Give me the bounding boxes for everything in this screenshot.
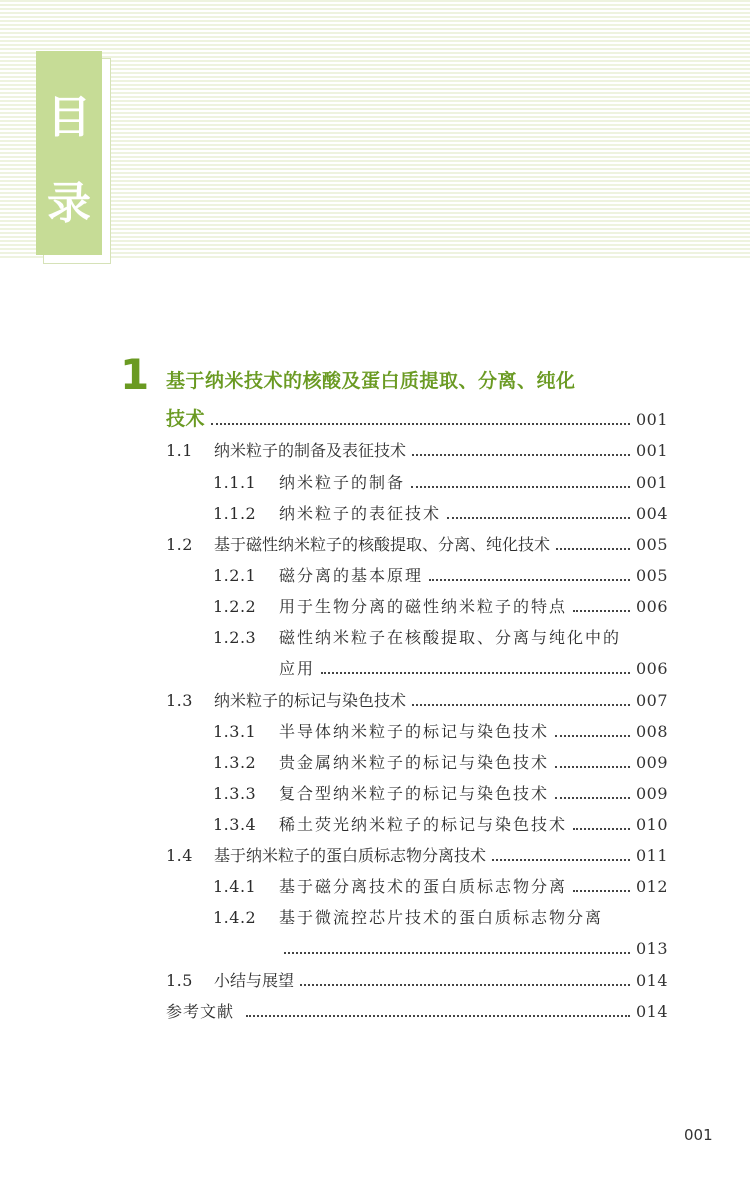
toc-entry-page: 012 xyxy=(635,877,668,896)
section-number: 1.3 xyxy=(166,691,193,710)
toc-entry-1-1[interactable] xyxy=(166,435,668,466)
toc-entry-1-2-1[interactable] xyxy=(213,560,668,591)
toc-entry-1-2-3-line2[interactable] xyxy=(279,653,668,684)
toc-entry-label-continued: 应用 xyxy=(279,659,316,678)
toc-entry-label: 基于磁性纳米粒子的核酸提取、分离、纯化技术 xyxy=(214,535,551,554)
dot-leader xyxy=(321,672,630,674)
toc-entry-label: 贵金属纳米粒子的标记与染色技术 xyxy=(279,753,550,772)
toc-entry-page: 013 xyxy=(635,939,668,958)
toc-entry-label: 稀土荧光纳米粒子的标记与染色技术 xyxy=(279,815,568,834)
dot-leader xyxy=(429,579,630,581)
dot-leader xyxy=(412,454,630,456)
dot-leader xyxy=(573,890,630,892)
toc-entry-label: 基于磁分离技术的蛋白质标志物分离 xyxy=(279,877,568,896)
section-number: 1.3.1 xyxy=(213,722,257,741)
toc-entry-1-3-3[interactable] xyxy=(213,778,668,809)
section-number: 1.4.1 xyxy=(213,877,257,896)
toc-title-char-2: 录 xyxy=(47,178,91,229)
toc-entry-page: 014 xyxy=(635,1002,668,1021)
dot-leader xyxy=(555,797,630,799)
dot-leader xyxy=(492,859,630,861)
toc-entry-page: 006 xyxy=(635,659,668,678)
chapter-title: 基于纳米技术的核酸及蛋白质提取、分离、纯化 xyxy=(166,370,576,392)
toc-entry-page: 001 xyxy=(635,441,668,460)
dot-leader xyxy=(300,984,630,986)
dot-leader xyxy=(573,828,630,830)
toc-entry-label: 半导体纳米粒子的标记与染色技术 xyxy=(279,722,550,741)
section-number: 1.4.2 xyxy=(213,908,257,927)
toc-title-box xyxy=(36,51,102,255)
dot-leader xyxy=(573,610,630,612)
toc-entry-label: 基于微流控芯片技术的蛋白质标志物分离 xyxy=(279,908,604,927)
toc-entry-1-3-2[interactable] xyxy=(213,747,668,778)
toc-entry-1-3-4[interactable] xyxy=(213,809,668,840)
toc-entry-page: 010 xyxy=(635,815,668,834)
toc-entry-page: 007 xyxy=(635,691,668,710)
toc-entry-label: 用于生物分离的磁性纳米粒子的特点 xyxy=(279,597,568,616)
section-number: 1.2.1 xyxy=(213,566,257,585)
toc-entry-1-3-1[interactable] xyxy=(213,716,668,747)
section-number: 1.2.2 xyxy=(213,597,257,616)
dot-leader xyxy=(246,1015,630,1017)
section-number: 1.1.2 xyxy=(213,504,257,523)
toc-title-char-1: 目 xyxy=(47,92,91,143)
toc-entry-label: 复合型纳米粒子的标记与染色技术 xyxy=(279,784,550,803)
toc-entry-1-4[interactable] xyxy=(166,840,668,871)
toc-entry-1-1-1[interactable] xyxy=(213,467,668,498)
toc-entry-label: 纳米粒子的制备 xyxy=(279,473,406,492)
section-number: 1.2 xyxy=(166,535,193,554)
dot-leader xyxy=(556,548,630,550)
dot-leader xyxy=(555,735,630,737)
toc-entry-label: 磁性纳米粒子在核酸提取、分离与纯化中的 xyxy=(279,628,622,647)
toc-entry-label: 纳米粒子的表征技术 xyxy=(279,504,442,523)
section-number: 1.4 xyxy=(166,846,193,865)
toc-entry-1-2-2[interactable] xyxy=(213,591,668,622)
dot-leader xyxy=(555,766,630,768)
toc-entry-1-4-2-line1[interactable] xyxy=(213,902,603,933)
toc-entry-label: 技术 xyxy=(166,408,206,430)
toc-entry-1-2[interactable] xyxy=(166,529,668,560)
header-band xyxy=(0,0,750,258)
section-number: 1.1.1 xyxy=(213,473,257,492)
toc-entry-label: 参考文献 xyxy=(166,1002,235,1021)
dot-leader xyxy=(211,423,630,425)
toc-entry-page: 001 xyxy=(635,410,668,429)
section-number: 1.3.2 xyxy=(213,753,257,772)
section-number: 1.5 xyxy=(166,971,193,990)
toc-entry-1-5[interactable] xyxy=(166,965,668,996)
toc-entry-page: 006 xyxy=(635,597,668,616)
toc-entry-1-3[interactable] xyxy=(166,685,668,716)
toc-entry-page: 004 xyxy=(635,504,668,523)
section-number: 1.3.4 xyxy=(213,815,257,834)
toc-entry-label: 基于纳米粒子的蛋白质标志物分离技术 xyxy=(214,846,487,865)
toc-entry-page: 009 xyxy=(635,784,668,803)
dot-leader xyxy=(447,517,630,519)
chapter-number: 1 xyxy=(120,350,150,399)
toc-entry-page: 008 xyxy=(635,722,668,741)
toc-entry-label: 纳米粒子的标记与染色技术 xyxy=(214,691,407,710)
toc-entry-label: 纳米粒子的制备及表征技术 xyxy=(214,441,407,460)
toc-entry-label: 小结与展望 xyxy=(214,971,295,990)
section-number: 1.2.3 xyxy=(213,628,257,647)
page-number: 001 xyxy=(684,1126,713,1144)
toc-entry-1-4-2-line2[interactable] xyxy=(284,933,668,964)
toc-entry-1-1-2[interactable] xyxy=(213,498,668,529)
toc-entry-label: 磁分离的基本原理 xyxy=(279,566,424,585)
toc-entry-page: 014 xyxy=(635,971,668,990)
dot-leader xyxy=(284,952,630,954)
toc-entry-page: 001 xyxy=(635,473,668,492)
toc-entry-chapter-1[interactable] xyxy=(166,404,668,435)
toc-entry-page: 009 xyxy=(635,753,668,772)
toc-entry-page: 011 xyxy=(635,846,668,865)
dot-leader xyxy=(411,486,630,488)
section-number: 1.1 xyxy=(166,441,193,460)
toc-entry-references[interactable] xyxy=(166,996,668,1027)
dot-leader xyxy=(412,704,630,706)
toc-entry-page: 005 xyxy=(635,535,668,554)
section-number: 1.3.3 xyxy=(213,784,257,803)
toc-entry-1-2-3-line1[interactable] xyxy=(213,622,621,653)
toc-entry-page: 005 xyxy=(635,566,668,585)
toc-entry-1-4-1[interactable] xyxy=(213,871,668,902)
